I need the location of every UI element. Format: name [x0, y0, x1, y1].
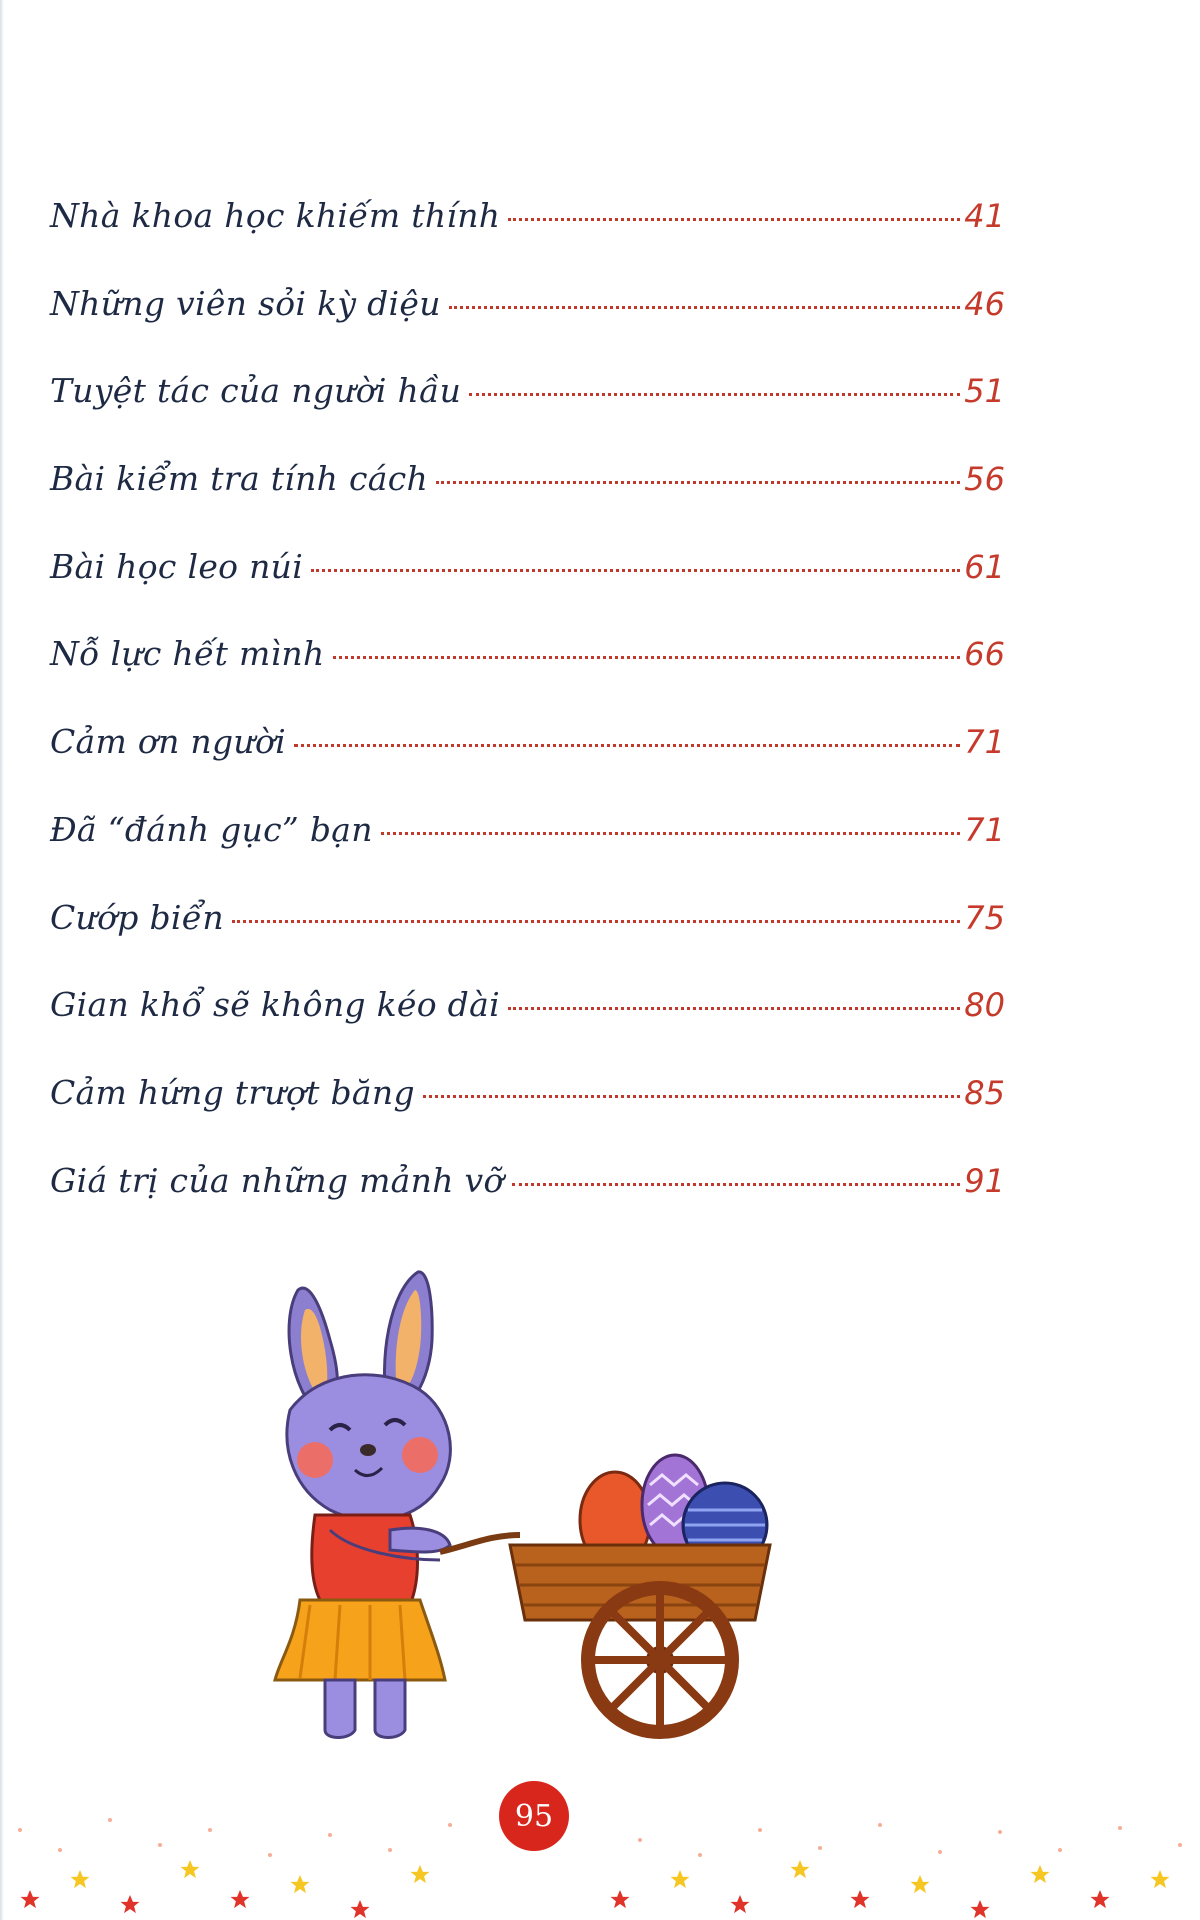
toc-entry[interactable] — [50, 722, 1005, 810]
star-decoration-band — [0, 1760, 1200, 1920]
toc-entry-page: 61 — [964, 547, 1005, 586]
toc-leader-dots — [311, 569, 960, 572]
toc-leader-dots — [294, 744, 960, 747]
toc-entry-title: Đã “đánh gục” bạn — [50, 809, 373, 849]
toc-entry[interactable] — [50, 985, 1005, 1073]
toc-leader-dots — [232, 920, 960, 923]
page-number-badge: 95 — [499, 1781, 569, 1851]
toc-leader-dots — [333, 656, 961, 659]
toc-entry[interactable] — [50, 547, 1005, 635]
toc-entry-title: Nhà khoa học khiếm thính — [50, 196, 501, 235]
toc-entry-title: Cảm ơn người — [50, 722, 286, 762]
toc-entry[interactable] — [50, 810, 1005, 898]
toc-entry-page: 85 — [964, 1073, 1005, 1112]
toc-entry-page: 51 — [964, 372, 1005, 411]
toc-entry-title: Cướp biển — [50, 897, 224, 937]
toc-leader-dots — [508, 218, 960, 221]
toc-entry-title: Bài học leo núi — [50, 546, 304, 586]
toc-entry-title: Nỗ lực hết mình — [50, 634, 325, 674]
toc-entry-page: 66 — [964, 635, 1005, 674]
cart-wheel — [588, 1588, 732, 1732]
toc-leader-dots — [469, 393, 960, 396]
toc-entry-page: 56 — [964, 460, 1005, 499]
toc-entry[interactable] — [50, 196, 1005, 284]
toc-entry[interactable] — [50, 1073, 1005, 1161]
toc-entry-page: 71 — [964, 810, 1005, 849]
toc-entry-page: 41 — [964, 197, 1005, 235]
toc-entry[interactable] — [50, 459, 1005, 547]
toc-entry[interactable] — [50, 284, 1005, 372]
toc-leader-dots — [423, 1095, 960, 1098]
table-of-contents — [50, 196, 1005, 1248]
toc-leader-dots — [436, 481, 960, 484]
toc-entry[interactable] — [50, 1161, 1005, 1249]
bunny-head — [287, 1375, 450, 1520]
toc-entry-page: 80 — [964, 986, 1005, 1025]
toc-entry-title: Bài kiểm tra tính cách — [50, 459, 429, 499]
toc-entry-page: 46 — [964, 284, 1005, 323]
bunny-cart-illustration — [270, 1260, 790, 1760]
toc-leader-dots — [508, 1007, 960, 1010]
toc-entry[interactable] — [50, 898, 1005, 986]
toc-entry-title: Những viên sỏi kỳ diệu — [50, 283, 441, 323]
toc-entry-page: 75 — [964, 898, 1005, 937]
toc-entry-title: Gian khổ sẽ không kéo dài — [50, 985, 500, 1025]
toc-entry[interactable] — [50, 634, 1005, 722]
toc-entry-title: Giá trị của những mảnh vỡ — [50, 1160, 504, 1200]
page-edge — [0, 0, 4, 1920]
toc-entry-page: 91 — [964, 1161, 1005, 1200]
toc-leader-dots — [512, 1183, 961, 1186]
toc-entry-title: Tuyệt tác của người hầu — [50, 371, 462, 411]
toc-leader-dots — [449, 306, 961, 309]
toc-leader-dots — [381, 832, 960, 835]
cart-handle — [440, 1535, 520, 1552]
star-icon — [21, 1860, 1170, 1918]
toc-entry-title: Cảm hứng trượt băng — [50, 1072, 415, 1112]
bunny-body — [275, 1515, 450, 1738]
toc-entry[interactable] — [50, 371, 1005, 459]
toc-entry-page: 71 — [964, 723, 1005, 762]
cart-basket — [510, 1545, 770, 1620]
